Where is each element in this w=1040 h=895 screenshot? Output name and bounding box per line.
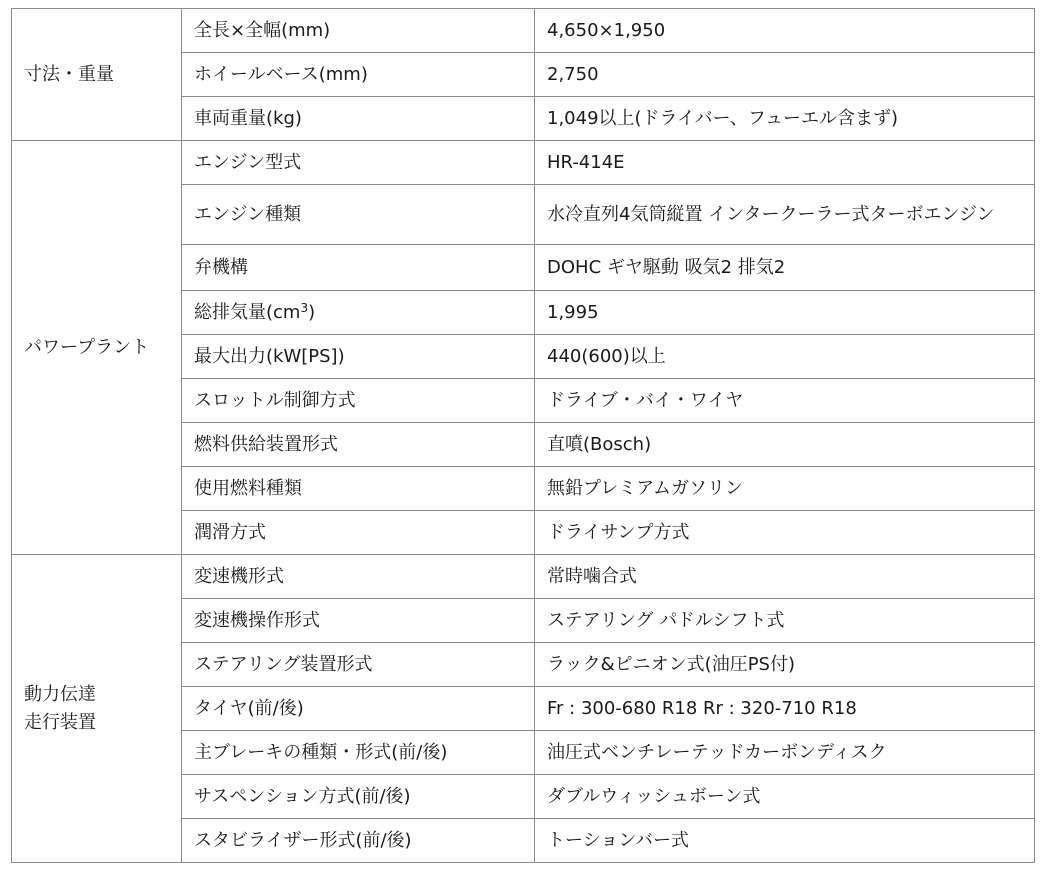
row-value: 2,750 [535,53,1035,97]
row-value: 常時噛合式 [535,555,1035,599]
row-label: ステアリング装置形式 [182,643,535,687]
row-value: 1,049以上(ドライバー、フューエル含まず) [535,97,1035,141]
row-value: トーションバー式 [535,819,1035,863]
row-label: スロットル制御方式 [182,379,535,423]
row-label: 全長×全幅(mm) [182,9,535,53]
group-powerplant: パワープラント [12,141,182,555]
row-value: ステアリング パドルシフト式 [535,599,1035,643]
row-label: サスペンション方式(前/後) [182,775,535,819]
row-label: 弁機構 [182,245,535,291]
table-row [12,141,1035,185]
row-label: エンジン型式 [182,141,535,185]
spec-table [11,8,1035,863]
group-label-line2: 走行装置 [24,711,96,733]
row-value: ドライブ・バイ・ワイヤ [535,379,1035,423]
group-dimensions: 寸法・重量 [12,9,182,141]
row-value: 油圧式ベンチレーテッドカーボンディスク [535,731,1035,775]
row-value: 無鉛プレミアムガソリン [535,467,1035,511]
row-value: 直噴(Bosch) [535,423,1035,467]
row-value: 水冷直列4気筒縦置 インタークーラー式ターボエンジン [535,185,1035,245]
row-label: 車両重量(kg) [182,97,535,141]
row-value: DOHC ギヤ駆動 吸気2 排気2 [535,245,1035,291]
row-value: HR-414E [535,141,1035,185]
row-label: 変速機形式 [182,555,535,599]
row-value: 4,650×1,950 [535,9,1035,53]
row-label: タイヤ(前/後) [182,687,535,731]
label-text: 総排気量(cm [194,301,301,323]
table-row [12,555,1035,599]
row-label: 使用燃料種類 [182,467,535,511]
row-value: 1,995 [535,291,1035,335]
row-label: 燃料供給装置形式 [182,423,535,467]
row-label: エンジン種類 [182,185,535,245]
row-label [182,291,535,335]
superscript: 3 [300,300,309,315]
row-label: 潤滑方式 [182,511,535,555]
row-label: 最大出力(kW[PS]) [182,335,535,379]
table-row [12,9,1035,53]
label-text-end: ) [308,301,316,323]
row-value: ダブルウィッシュボーン式 [535,775,1035,819]
row-value: Fr : 300-680 R18 Rr : 320-710 R18 [535,687,1035,731]
row-label: スタビライザー形式(前/後) [182,819,535,863]
row-value: ラック&ピニオン式(油圧PS付) [535,643,1035,687]
row-value: 440(600)以上 [535,335,1035,379]
row-value: ドライサンプ方式 [535,511,1035,555]
group-drivetrain [12,555,182,863]
row-label: 変速機操作形式 [182,599,535,643]
row-label: ホイールベース(mm) [182,53,535,97]
group-label-line1: 動力伝達 [24,683,96,705]
row-label: 主ブレーキの種類・形式(前/後) [182,731,535,775]
